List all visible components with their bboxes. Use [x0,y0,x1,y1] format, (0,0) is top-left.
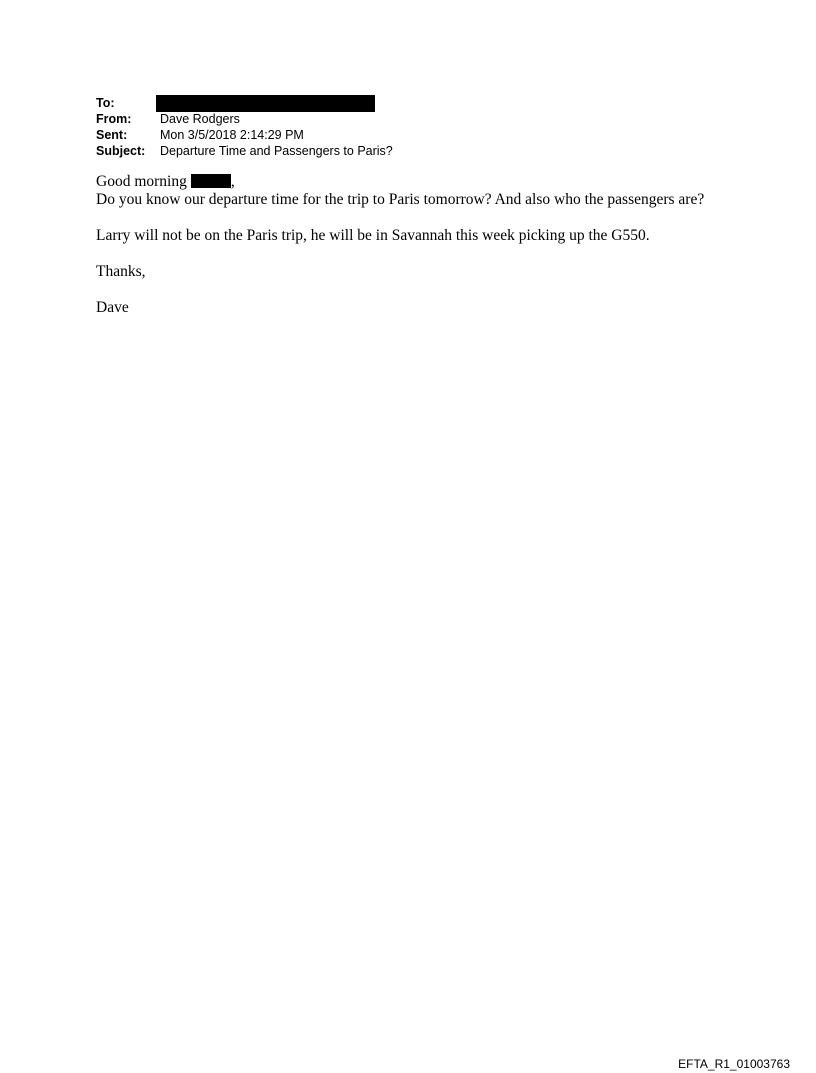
closing-text: Thanks, [96,263,146,280]
from-label: From: [96,112,132,126]
sent-label: Sent: [96,128,128,142]
email-body [96,173,736,317]
redacted-recipient [156,95,375,112]
signature-text: Dave [96,299,129,316]
subject-row [96,143,393,159]
from-value: Dave Rodgers [160,112,240,126]
greeting-line [96,173,736,191]
to-label: To: [96,96,115,110]
from-row [96,111,393,127]
greeting-text: Good morning [96,173,187,190]
subject-value: Departure Time and Passengers to Paris? [160,144,393,158]
redacted-name [191,174,231,188]
greeting-punctuation: , [230,173,235,190]
to-row [96,95,393,111]
document-id: EFTA_R1_01003763 [678,1057,790,1071]
sent-value: Mon 3/5/2018 2:14:29 PM [160,128,304,142]
question-paragraph: Do you know our departure time for the trip to Paris tomorrow? And also who the passengers are? [96,191,705,208]
larry-paragraph: Larry will not be on the Paris trip, he will be in Savannah this week picking up the G550. [96,227,650,244]
sent-row [96,127,393,143]
subject-label: Subject: [96,144,146,158]
email-header [96,95,393,159]
